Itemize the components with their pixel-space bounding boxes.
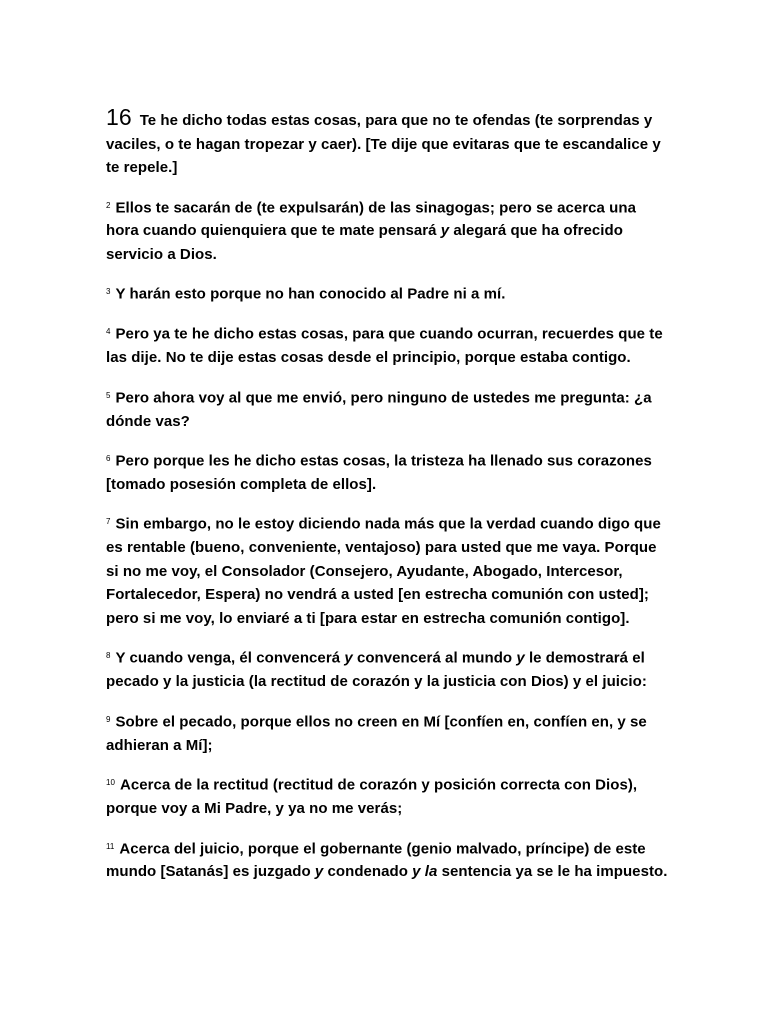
verse-number: 10: [106, 778, 115, 788]
verse-text: Acerca del juicio, porque el gobernante (genio malvado, príncipe) de este mundo [Satanás] es juzgado: [106, 839, 646, 881]
verse-paragraph: [106, 771, 668, 820]
verse-text-italic: y la: [412, 863, 438, 881]
verse-number: 5: [106, 390, 111, 400]
scripture-passage: [106, 106, 668, 884]
verse-paragraph: [106, 708, 668, 757]
verse-text: condenado: [323, 863, 413, 881]
verse-text: Pero porque les he dicho estas cosas, la tristeza ha llenado sus corazones [tomado posesión completa de ellos].: [106, 452, 652, 493]
verse-text: Y cuando venga, él convencerá: [115, 649, 345, 667]
verse-number: 4: [106, 327, 111, 337]
verse-paragraph: [106, 280, 668, 306]
verse-text: Sin embargo, no le estoy diciendo nada más que la verdad cuando digo que es rentable (bueno, conveniente, ventajoso) para usted que me vaya. Porque si no me voy, el Consolador (Consejero, Ayudante, Abogado, Intercesor, Fortalecedor, Espera) no vendrá a usted [en estrecha comunión con usted]; pero si me voy, lo enviaré a ti [para estar en estrecha comunión contigo].: [106, 515, 661, 627]
verse-number: 9: [106, 714, 111, 724]
verse-text: Y harán esto porque no han conocido al Padre ni a mí.: [115, 285, 506, 303]
verse-paragraph: [106, 835, 668, 884]
verse-text-italic: y: [344, 649, 353, 667]
verse-text: Te he dicho todas estas cosas, para que no te ofendas (te sorprendas y vaciles, o te hagan tropezar y caer). [Te dije que evitaras que te escandalice y te repele.]: [106, 112, 661, 176]
chapter-number: 16: [106, 104, 132, 130]
verse-number: 2: [106, 200, 111, 210]
verse-text: Pero ya te he dicho estas cosas, para que cuando ocurran, recuerdes que te las dije. No te dije estas cosas desde el principio, porque estaba contigo.: [106, 325, 663, 367]
verse-number: 11: [106, 841, 115, 851]
verse-text: alegará que ha ofrecido servicio a Dios.: [106, 222, 623, 263]
verse-text: sentencia ya se le ha impuesto.: [437, 863, 668, 881]
verse-number: 8: [106, 651, 111, 661]
verse-text: Sobre el pecado, porque ellos no creen en Mí [confíen en, confíen en, y se adhieran a Mí];: [106, 713, 647, 754]
verse-paragraph: [106, 447, 668, 496]
verse-paragraph: [106, 106, 668, 180]
verse-text-italic: y: [440, 222, 450, 240]
verse-text-italic: y: [516, 649, 525, 667]
verse-paragraph: [106, 510, 668, 630]
verse-text: le demostrará el pecado y la justicia (la rectitud de corazón y la justicia con Dios) y el juicio:: [106, 649, 647, 691]
verse-text: Pero ahora voy al que me envió, pero ninguno de ustedes me pregunta: ¿a dónde vas?: [106, 389, 652, 430]
verse-number: 3: [106, 287, 111, 297]
verse-paragraph: [106, 644, 668, 693]
verse-text: Ellos te sacarán de (te expulsarán) de las sinagogas; pero se acerca una hora cuando quienquiera que te mate pensará: [106, 198, 636, 240]
verse-number: 7: [106, 517, 111, 527]
verse-paragraph: [106, 320, 668, 369]
verse-paragraph: [106, 194, 668, 267]
verse-text: Acerca de la rectitud (rectitud de corazón y posición correcta con Dios), porque voy a Mi Padre, y ya no me verás;: [106, 776, 638, 818]
verse-paragraph: [106, 384, 668, 433]
verse-number: 6: [106, 454, 111, 464]
verse-text: convencerá al mundo: [352, 649, 517, 667]
verse-text-italic: y: [314, 863, 324, 881]
